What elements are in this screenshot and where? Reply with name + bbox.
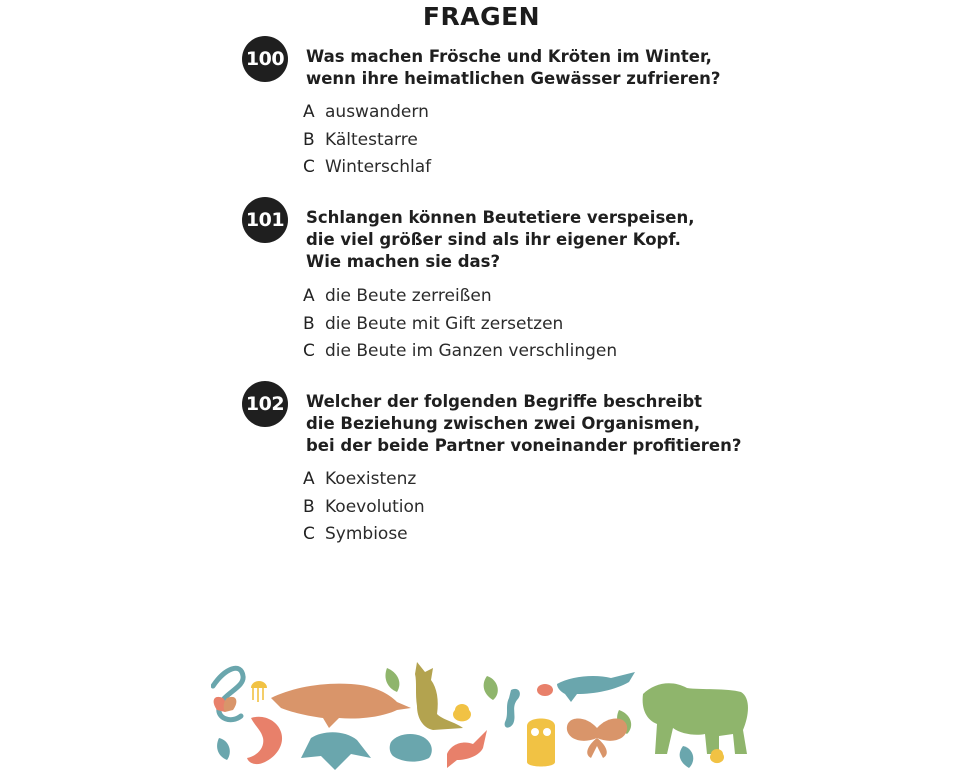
question-102 [242, 381, 762, 551]
crab-icon [537, 684, 553, 696]
answer-option-a[interactable] [303, 99, 431, 127]
answer-letter: B [303, 313, 315, 334]
leaf-icon [385, 668, 399, 692]
answer-option-c[interactable] [303, 338, 617, 366]
question-100 [242, 36, 762, 186]
crocodile-icon [557, 672, 635, 702]
answer-text: Symbiose [325, 524, 408, 545]
leaf-icon [680, 746, 694, 768]
answer-letter: C [303, 157, 315, 178]
answer-list [303, 283, 617, 366]
answer-letter: A [303, 102, 315, 122]
answer-option-c[interactable] [303, 521, 425, 549]
answer-list [303, 466, 425, 549]
snake-icon [213, 668, 243, 719]
beetle-icon [390, 734, 432, 762]
lizard-icon [247, 717, 282, 764]
platypus-icon [271, 684, 411, 728]
leaf-icon [484, 676, 498, 700]
chick-icon [453, 704, 471, 721]
page-title: FRAGEN [422, 2, 541, 31]
answer-option-a[interactable] [303, 283, 617, 311]
question-number-badge: 101 [242, 197, 288, 243]
animal-silhouettes [211, 658, 752, 770]
question-101 [242, 197, 762, 367]
question-text: Was machen Frösche und Kröten im Winter, wenn ihre heimatlichen Gewässer zufrieren? [306, 47, 721, 88]
owl-icon [527, 719, 555, 767]
manta-ray-icon [301, 732, 371, 770]
question-number-badge: 100 [242, 36, 288, 82]
seahorse-icon [505, 689, 520, 728]
answer-option-b[interactable] [303, 311, 617, 339]
animal-silhouettes-band [211, 658, 752, 770]
answer-letter: C [303, 524, 315, 545]
butterfly-icon [567, 718, 627, 758]
answer-text: die Beute zerreißen [325, 286, 492, 306]
jellyfish-icon [251, 681, 267, 702]
question-text: Welcher der folgenden Begriffe beschreibt die Beziehung zwischen zwei Organismen, bei der beide Partner voneinander profitieren? [306, 392, 742, 455]
answer-text: Koexistenz [325, 469, 417, 489]
fox-icon [415, 662, 463, 730]
answer-letter: A [303, 286, 315, 306]
answer-text: die Beute mit Gift zersetzen [325, 313, 564, 334]
answer-letter: B [303, 496, 315, 517]
answer-option-c[interactable] [303, 154, 431, 182]
answer-option-a[interactable] [303, 466, 425, 494]
answer-text: Koevolution [325, 496, 425, 517]
answer-text: Winterschlaf [325, 157, 432, 178]
answer-option-b[interactable] [303, 127, 431, 155]
answer-letter: C [303, 341, 315, 362]
answer-text: Kältestarre [325, 129, 418, 150]
answer-letter: A [303, 469, 315, 489]
question-text: Schlangen können Beutetiere verspeisen, die viel größer sind als ihr eigener Kopf. Wie machen sie das? [306, 208, 695, 271]
answer-option-b[interactable] [303, 494, 425, 522]
answer-list [303, 99, 431, 182]
answer-text: auswandern [325, 102, 429, 122]
bird-icon [447, 730, 487, 768]
leaf-icon [217, 738, 230, 760]
lion-icon [643, 683, 748, 754]
answer-text: die Beute im Ganzen verschlingen [325, 341, 618, 362]
answer-letter: B [303, 129, 315, 150]
question-number-badge: 102 [242, 381, 288, 427]
